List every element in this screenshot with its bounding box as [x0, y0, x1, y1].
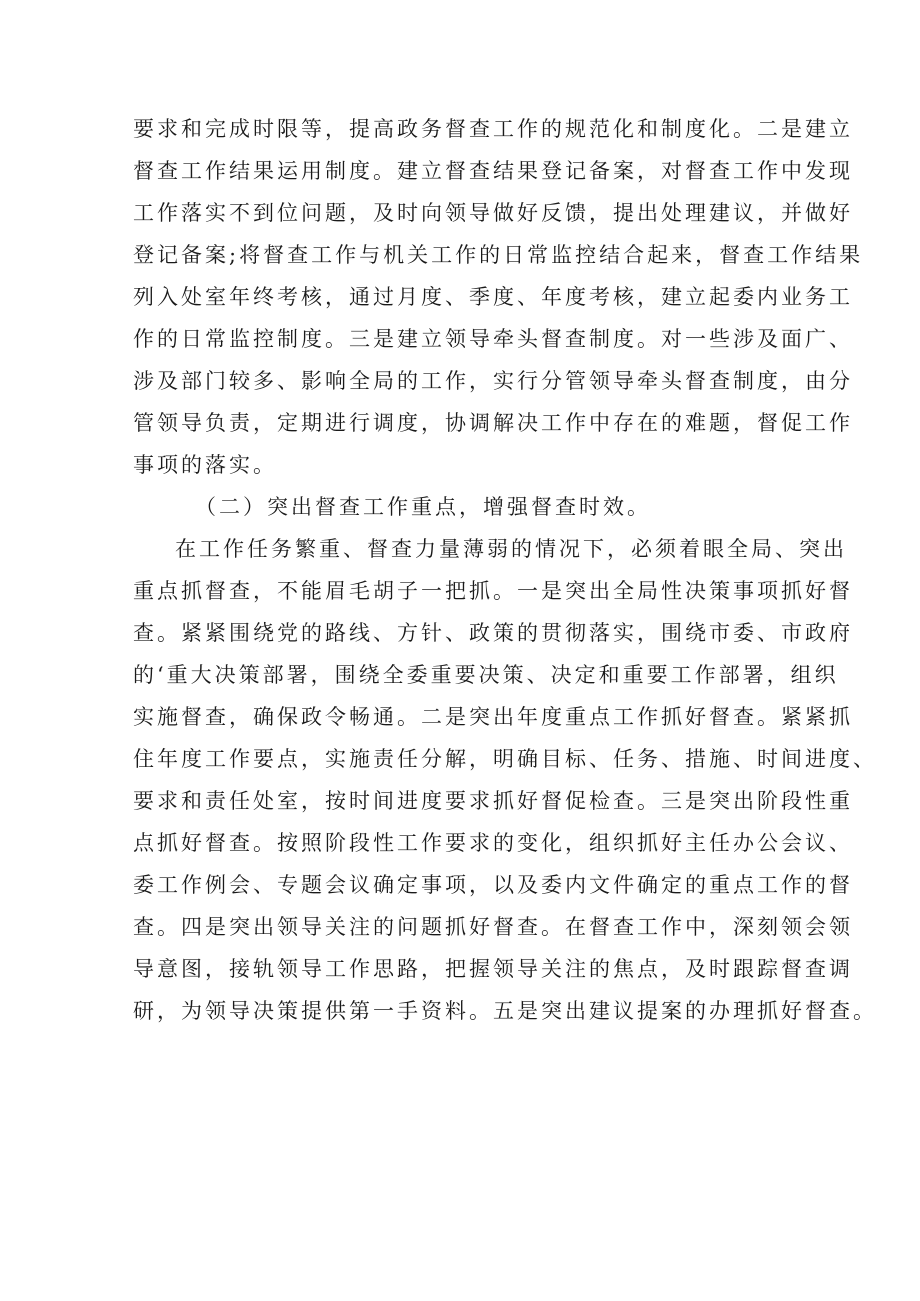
document-body	[133, 108, 877, 1032]
text-line: 点抓好督查。按照阶段性工作要求的变化，组织抓好主任办公会议、	[133, 831, 853, 855]
text-line: 研，为领导决策提供第一手资料。五是突出建议提案的办理抓好督查。	[133, 999, 877, 1023]
text-line: 登记备案;将督查工作与机关工作的日常监控结合起来，督查工作结果	[133, 243, 864, 267]
text-line: 涉及部门较多、影响全局的工作，实行分管领导牵头督查制度，由分	[133, 369, 853, 393]
text-line: 住年度工作要点，实施责任分解，明确目标、任务、措施、时间进度、	[133, 747, 877, 771]
text-line: 查。四是突出领导关注的问题抓好督查。在督查工作中，深刻领会领	[133, 915, 853, 939]
text-line: 查。紧紧围绕党的路线、方针、政策的贯彻落实，围绕市委、市政府	[133, 621, 853, 645]
text-line: 事项的落实。	[133, 453, 277, 477]
text-line: 导意图，接轨领导工作思路，把握领导关注的焦点，及时跟踪督查调	[133, 957, 853, 981]
text-line: 督查工作结果运用制度。建立督查结果登记备案，对督查工作中发现	[133, 159, 853, 183]
text-line: 重点抓督查，不能眉毛胡子一把抓。一是突出全局性决策事项抓好督	[133, 579, 853, 603]
paragraph-first-line: 在工作任务繁重、督查力量薄弱的情况下，必须着眼全局、突出	[175, 537, 847, 561]
section-heading: （二）突出督查工作重点，增强督查时效。	[195, 495, 651, 519]
text-line: 列入处室年终考核，通过月度、季度、年度考核，建立起委内业务工	[133, 285, 853, 309]
text-line: 要求和完成时限等，提高政务督查工作的规范化和制度化。二是建立	[133, 117, 853, 141]
text-line: 委工作例会、专题会议确定事项，以及委内文件确定的重点工作的督	[133, 873, 853, 897]
text-line: 实施督查，确保政令畅通。二是突出年度重点工作抓好督查。紧紧抓	[133, 705, 853, 729]
text-line: 要求和责任处室，按时间进度要求抓好督促检查。三是突出阶段性重	[133, 789, 853, 813]
text-line: 作的日常监控制度。三是建立领导牵头督查制度。对一些涉及面广、	[133, 327, 853, 351]
text-line: 工作落实不到位问题，及时向领导做好反馈，提出处理建议，并做好	[133, 201, 853, 225]
text-line: 管领导负责，定期进行调度，协调解决工作中存在的难题，督促工作	[133, 411, 853, 435]
text-line: 的‘重大决策部署，围绕全委重要决策、决定和重要工作部署，组织	[133, 663, 839, 687]
